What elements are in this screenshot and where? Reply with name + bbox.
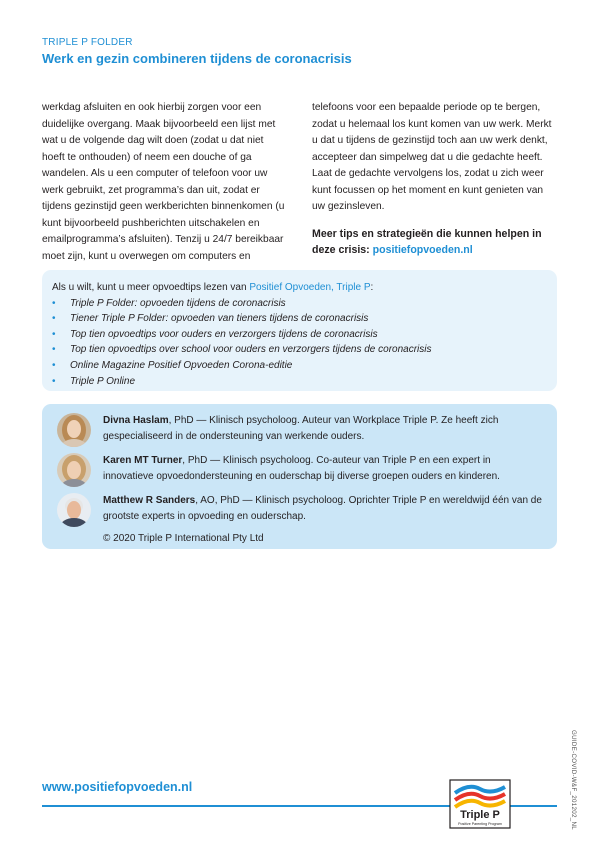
portrait-image <box>57 453 91 487</box>
tips-link[interactable]: positiefopvoeden.nl <box>372 244 473 256</box>
more-tips-intro-text: Als u wilt, kunt u meer opvoedtips lezen van <box>52 282 250 293</box>
more-tips-intro <box>52 280 545 296</box>
list-item[interactable] <box>52 374 545 390</box>
author-photo-karen-turner <box>57 453 91 487</box>
list-item-text: Online Magazine Positief Opvoeden Corona-editie <box>70 359 293 371</box>
header-kicker: TRIPLE P FOLDER <box>42 37 133 48</box>
bullet: • <box>52 328 56 340</box>
bullet: • <box>52 375 56 387</box>
left-column-text: werkdag afsluiten en ook hierbij zorgen voor een duidelijke overgang. Maak bijvoorbeeld een lijst met wat u de volgende dag wilt doen (zodat u dat niet hoeft te onthouden) of neem een douche of ga wandelen. Als u een computer of telefoon voor uw werk gebruikt, zet programma’s dan uit, zodat er tijdens gezinstijd geen werkberichten binnenkomen (u kunt bijvoorbeeld pushberichten uitschakelen en emailprogramma’s afsluiten). Tenzij u 24/7 bereikbaar moet zijn, kunt u overwegen om computers en <box>42 102 285 262</box>
more-tips-link[interactable]: Positief Opvoeden, Triple P <box>249 282 371 293</box>
right-column <box>312 100 557 259</box>
more-tips-intro-end: : <box>370 282 374 293</box>
author-bio <box>103 453 543 485</box>
document-code: GUIDE-COVID-W&F_201202_NL <box>570 730 577 830</box>
list-item[interactable] <box>52 327 545 343</box>
page-title: Werk en gezin combineren tijdens de coronacrisis <box>42 51 352 66</box>
author-name: Divna Haslam <box>103 415 169 426</box>
bullet: • <box>52 344 56 356</box>
footer-url-link[interactable]: www.positiefopvoeden.nl <box>42 780 193 794</box>
author-name: Matthew R Sanders <box>103 495 196 506</box>
bullet: • <box>52 359 56 371</box>
tips-text: Meer tips en strategieën die kunnen helpen in deze crisis: <box>312 227 542 256</box>
authors-box <box>42 404 557 549</box>
list-item-text: Tiener Triple P Folder: opvoeden van tieners tijdens de coronacrisis <box>70 313 369 325</box>
list-item-text: Triple P Online <box>70 375 136 387</box>
author-description: , PhD — Klinisch psycholoog. Auteur van Workplace Triple P. Ze heeft zich gespecialiseerd in de ondersteuning van werkende ouders. <box>103 415 499 442</box>
author-bio <box>103 493 543 525</box>
author-description: , AO, PhD — Klinisch psycholoog. Oprichter Triple P en wereldwijd één van de grootste experts in opvoeding en ouderschap. <box>103 495 542 522</box>
list-item[interactable] <box>52 311 545 327</box>
logo-wordmark: Triple P <box>460 809 500 821</box>
author-bio <box>103 413 543 445</box>
logo-tagline: Positive Parenting Program <box>458 822 502 826</box>
author-photo-divna-haslam <box>57 413 91 447</box>
list-item-text: Triple P Folder: opvoeden tijdens de coronacrisis <box>70 297 286 309</box>
list-item[interactable] <box>52 296 545 312</box>
right-column-text: telefoons voor een bepaalde periode op te bergen, zodat u helemaal los kunt komen van uw werk. Merkt u dat u tijdens de gezinstijd toch aan uw werk denkt, accepteer dan simpelweg dat u die gedachte heeft. Laat de gedachte vervolgens los, zodat u zich weer kunt focussen op het moment en kunt genieten van uw gezinsleven. <box>312 102 552 212</box>
portrait-image <box>57 413 91 447</box>
bullet: • <box>52 313 56 325</box>
triple-p-logo <box>449 779 511 829</box>
page-header <box>42 37 352 66</box>
portrait-image <box>57 493 91 527</box>
list-item[interactable] <box>52 358 545 374</box>
more-tips-list <box>52 296 545 390</box>
list-item-text: Top tien opvoedtips voor ouders en verzorgers tijdens de coronacrisis <box>70 328 378 340</box>
list-item-text: Top tien opvoedtips over school voor ouders en verzorgers tijdens de coronacrisis <box>70 344 432 356</box>
author-photo-matthew-sanders <box>57 493 91 527</box>
more-tips-box <box>42 270 557 391</box>
author-description: , PhD — Klinisch psycholoog. Co-auteur van Triple P en een expert in innovatieve opvoedondersteuning en ouderschap bij diverse groepen ouders en kinderen. <box>103 455 500 482</box>
bullet: • <box>52 297 56 309</box>
copyright: © 2020 Triple P International Pty Ltd <box>103 533 264 544</box>
list-item[interactable] <box>52 342 545 358</box>
left-column <box>42 100 287 265</box>
tips-paragraph <box>312 226 557 259</box>
author-name: Karen MT Turner <box>103 455 183 466</box>
